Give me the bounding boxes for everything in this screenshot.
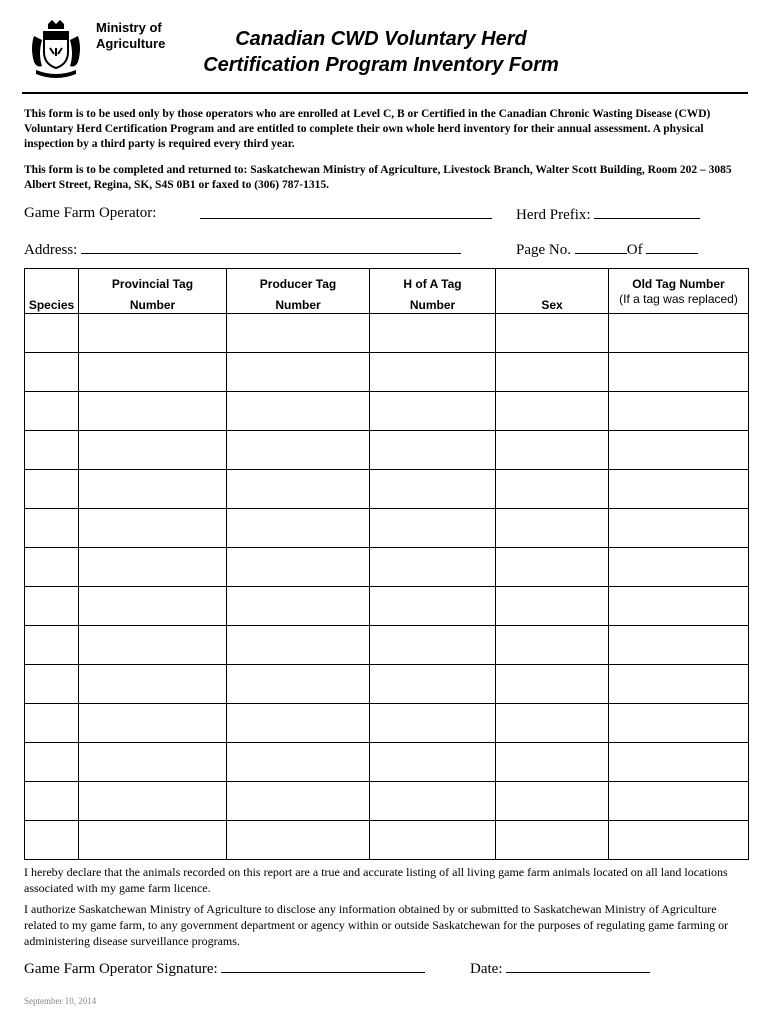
cell-sex[interactable]: [496, 782, 609, 821]
cell-sex[interactable]: [496, 743, 609, 782]
column-header-h-of-a-tag: [370, 269, 496, 314]
cell-species[interactable]: [25, 821, 79, 860]
herd-prefix-input[interactable]: [594, 204, 700, 219]
cell-provincial-tag[interactable]: [79, 548, 227, 587]
cell-provincial-tag[interactable]: [79, 821, 227, 860]
cell-h-of-a-tag[interactable]: [370, 782, 496, 821]
cell-h-of-a-tag[interactable]: [370, 314, 496, 353]
date-field: [470, 958, 650, 978]
operator-field: [24, 204, 156, 222]
column-header-label: Producer Tag: [259, 277, 337, 291]
cell-sex[interactable]: [496, 821, 609, 860]
column-header-label: Number: [129, 298, 176, 312]
cell-provincial-tag[interactable]: [79, 704, 227, 743]
table-row: [25, 392, 749, 431]
intro-paragraph: This form is to be used only by those operators who are enrolled at Level C, B or Certified in the Canadian Chronic Wasting Disease (CWD) Voluntary Herd Certification Program and are entitled to complete their own whole herd inventory for their annual assessment. A physical inspection by a third party is required every third year.: [24, 108, 711, 150]
cell-h-of-a-tag[interactable]: [370, 470, 496, 509]
cell-old-tag[interactable]: [609, 782, 749, 821]
cell-producer-tag[interactable]: [227, 353, 370, 392]
operator-input-wrap: [200, 204, 492, 224]
of-input[interactable]: [646, 239, 698, 254]
signature-label: Game Farm Operator Signature:: [24, 961, 218, 977]
column-header-label: Sex: [541, 298, 563, 312]
column-header-sex: [496, 269, 609, 314]
cell-producer-tag[interactable]: [227, 704, 370, 743]
cell-species[interactable]: [25, 704, 79, 743]
cell-species[interactable]: [25, 509, 79, 548]
cell-sex[interactable]: [496, 470, 609, 509]
date-input[interactable]: [506, 958, 650, 973]
page-number-field: [516, 239, 698, 259]
cell-old-tag[interactable]: [609, 587, 749, 626]
cell-producer-tag[interactable]: [227, 665, 370, 704]
header-divider: [22, 92, 748, 94]
column-header-label: H of A Tag: [403, 277, 462, 291]
cell-species[interactable]: [25, 314, 79, 353]
title-line-2: Certification Program Inventory Form: [203, 54, 559, 76]
table-row: [25, 743, 749, 782]
cell-h-of-a-tag[interactable]: [370, 821, 496, 860]
coat-of-arms-icon: [28, 18, 84, 82]
signature-input[interactable]: [221, 958, 425, 973]
ministry-line-1: Ministry of: [96, 20, 162, 35]
cell-provincial-tag[interactable]: [79, 782, 227, 821]
cell-species[interactable]: [25, 548, 79, 587]
table-row: [25, 665, 749, 704]
cell-provincial-tag[interactable]: [79, 665, 227, 704]
column-header-label: Number: [409, 298, 456, 312]
cell-species[interactable]: [25, 392, 79, 431]
table-row: [25, 821, 749, 860]
cell-old-tag[interactable]: [609, 509, 749, 548]
title-line-1: Canadian CWD Voluntary Herd: [235, 28, 527, 50]
cell-old-tag[interactable]: [609, 821, 749, 860]
cell-species[interactable]: [25, 665, 79, 704]
cell-species[interactable]: [25, 743, 79, 782]
cell-h-of-a-tag[interactable]: [370, 392, 496, 431]
cell-provincial-tag[interactable]: [79, 509, 227, 548]
column-header-species: [25, 269, 79, 314]
form-title: [186, 26, 576, 78]
cell-producer-tag[interactable]: [227, 392, 370, 431]
herd-prefix-label: Herd Prefix:: [516, 207, 591, 223]
cell-sex[interactable]: [496, 353, 609, 392]
cell-producer-tag[interactable]: [227, 782, 370, 821]
cell-old-tag[interactable]: [609, 353, 749, 392]
table-row: [25, 431, 749, 470]
column-header-label: Species: [28, 298, 75, 312]
address-label: Address:: [24, 242, 78, 258]
cell-sex[interactable]: [496, 548, 609, 587]
cell-h-of-a-tag[interactable]: [370, 587, 496, 626]
cell-h-of-a-tag[interactable]: [370, 509, 496, 548]
cell-old-tag[interactable]: [609, 548, 749, 587]
herd-prefix-field: [516, 204, 700, 224]
cell-old-tag[interactable]: [609, 665, 749, 704]
cell-h-of-a-tag[interactable]: [370, 743, 496, 782]
table-body: [25, 314, 749, 860]
column-header-producer-tag: [227, 269, 370, 314]
table-row: [25, 782, 749, 821]
cell-provincial-tag[interactable]: [79, 353, 227, 392]
cell-sex[interactable]: [496, 314, 609, 353]
cell-species[interactable]: [25, 470, 79, 509]
cell-species[interactable]: [25, 626, 79, 665]
return-paragraph: This form is to be completed and returned to: Saskatchewan Ministry of Agriculture, Livestock Branch, Walter Scott Building, Room 202 – 3085 Albert Street, Regina, SK, S4S 0B1 or faxed to (306) 787-1315.: [24, 164, 732, 191]
cell-h-of-a-tag[interactable]: [370, 431, 496, 470]
table-row: [25, 704, 749, 743]
table-row: [25, 314, 749, 353]
cell-provincial-tag[interactable]: [79, 314, 227, 353]
column-header-sublabel: (If a tag was replaced): [619, 292, 738, 306]
table-row: [25, 353, 749, 392]
cell-provincial-tag[interactable]: [79, 470, 227, 509]
cell-sex[interactable]: [496, 509, 609, 548]
operator-input[interactable]: [200, 204, 492, 219]
cell-h-of-a-tag[interactable]: [370, 665, 496, 704]
of-label: Of: [626, 242, 643, 258]
signature-field: [24, 958, 425, 978]
column-header-label: [609, 277, 748, 306]
cell-provincial-tag[interactable]: [79, 392, 227, 431]
inventory-table: [24, 268, 749, 860]
cell-old-tag[interactable]: [609, 743, 749, 782]
table-row: [25, 587, 749, 626]
cell-producer-tag[interactable]: [227, 548, 370, 587]
cell-sex[interactable]: [496, 626, 609, 665]
cell-producer-tag[interactable]: [227, 431, 370, 470]
address-field: [24, 239, 461, 259]
cell-provincial-tag[interactable]: [79, 626, 227, 665]
table-row: [25, 470, 749, 509]
cell-producer-tag[interactable]: [227, 470, 370, 509]
address-input[interactable]: [81, 239, 461, 254]
cell-h-of-a-tag[interactable]: [370, 704, 496, 743]
table-row: [25, 548, 749, 587]
column-header-old-tag: [609, 269, 749, 314]
table-header-row: [25, 269, 749, 314]
cell-h-of-a-tag[interactable]: [370, 626, 496, 665]
cell-old-tag[interactable]: [609, 392, 749, 431]
cell-old-tag[interactable]: [609, 470, 749, 509]
date-label: Date:: [470, 961, 503, 977]
column-header-label: Number: [275, 298, 321, 312]
cell-producer-tag[interactable]: [227, 821, 370, 860]
cell-old-tag[interactable]: [609, 314, 749, 353]
authorization-paragraph: I authorize Saskatchewan Ministry of Agriculture to disclose any information obtained by or submitted to Saskatchewan Ministry of Agriculture related to my game farm, to any government department or agency within or outside Saskatchewan for the purposes of regulating game farming or administering disease surveillance programs.: [24, 902, 729, 948]
cell-provincial-tag[interactable]: [79, 743, 227, 782]
cell-sex[interactable]: [496, 392, 609, 431]
cell-h-of-a-tag[interactable]: [370, 548, 496, 587]
footer-date: September 10, 2014: [24, 996, 97, 1006]
cell-producer-tag[interactable]: [227, 314, 370, 353]
cell-species[interactable]: [25, 353, 79, 392]
cell-sex[interactable]: [496, 587, 609, 626]
page-input[interactable]: [575, 239, 627, 254]
cell-h-of-a-tag[interactable]: [370, 353, 496, 392]
cell-provincial-tag[interactable]: [79, 431, 227, 470]
ministry-name: [96, 20, 165, 52]
cell-producer-tag[interactable]: [227, 626, 370, 665]
operator-label: Game Farm Operator:: [24, 205, 157, 221]
cell-species[interactable]: [25, 782, 79, 821]
cell-sex[interactable]: [496, 704, 609, 743]
cell-sex[interactable]: [496, 665, 609, 704]
cell-sex[interactable]: [496, 431, 609, 470]
column-header-label-main: Old Tag Number: [632, 277, 725, 291]
cell-old-tag[interactable]: [609, 626, 749, 665]
cell-provincial-tag[interactable]: [79, 587, 227, 626]
table-row: [25, 509, 749, 548]
page-label: Page No.: [516, 242, 571, 258]
cell-old-tag[interactable]: [609, 704, 749, 743]
cell-species[interactable]: [25, 587, 79, 626]
cell-producer-tag[interactable]: [227, 509, 370, 548]
cell-producer-tag[interactable]: [227, 743, 370, 782]
column-header-label: Provincial Tag: [111, 277, 194, 291]
cell-producer-tag[interactable]: [227, 587, 370, 626]
cell-old-tag[interactable]: [609, 431, 749, 470]
declaration-paragraph: I hereby declare that the animals recorded on this report are a true and accurate listing of all living game farm animals located on all land locations associated with my game farm licence.: [24, 865, 728, 895]
cell-species[interactable]: [25, 431, 79, 470]
table-row: [25, 626, 749, 665]
ministry-line-2: Agriculture: [96, 36, 166, 51]
column-header-provincial-tag: [79, 269, 227, 314]
